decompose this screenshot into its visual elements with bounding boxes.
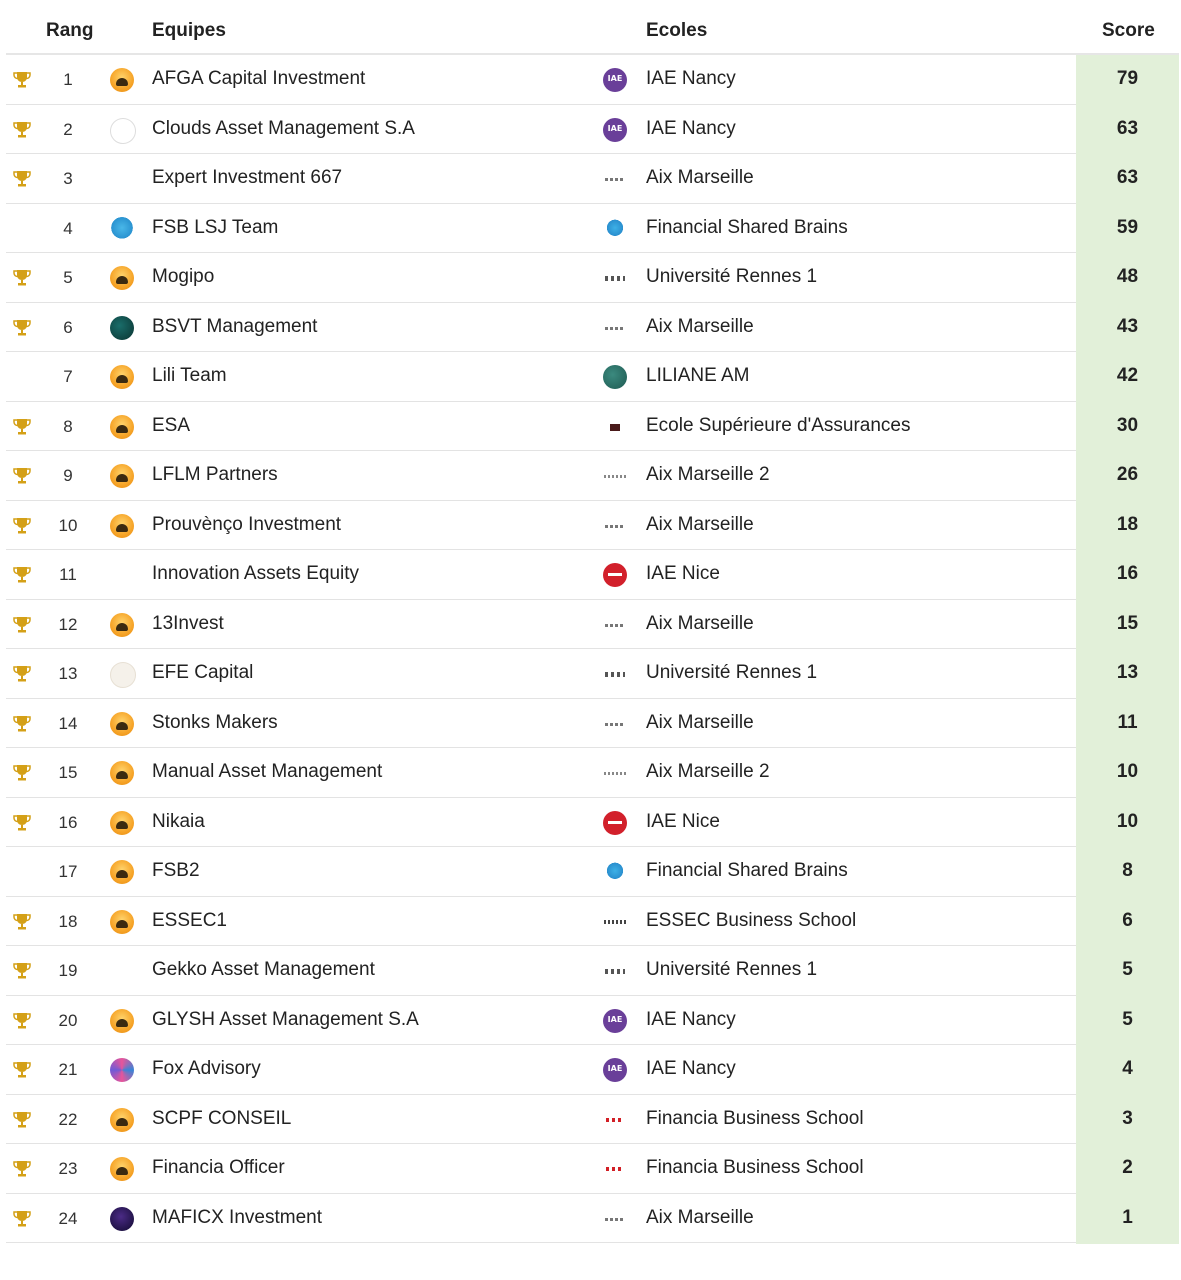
team-name[interactable]: GLYSH Asset Management S.A <box>152 1008 419 1030</box>
team-name[interactable]: Financia Officer <box>152 1157 285 1178</box>
school-logo-icon <box>603 1058 627 1082</box>
trophy-icon <box>12 516 32 536</box>
team-name[interactable]: FSB LSJ Team <box>152 216 279 238</box>
rank-number: 6 <box>63 317 73 337</box>
rank-number: 9 <box>63 466 73 485</box>
school-logo-icon <box>603 860 627 884</box>
team-logo-icon <box>110 217 134 241</box>
team-name[interactable]: Innovation Assets Equity <box>152 563 360 584</box>
table-row[interactable] <box>6 996 1179 1046</box>
rank-number: 17 <box>58 862 78 881</box>
header-score: Score <box>1102 20 1155 41</box>
table-row[interactable] <box>6 1144 1179 1194</box>
school-name[interactable]: IAE Nancy <box>646 1008 736 1030</box>
score-cell: 59 <box>1076 204 1179 254</box>
score-cell: 16 <box>1076 550 1179 600</box>
score-cell: 6 <box>1076 897 1179 947</box>
rank-number: 13 <box>58 664 78 683</box>
table-row[interactable] <box>6 1194 1179 1244</box>
team-logo-icon <box>110 118 136 144</box>
team-name[interactable]: ESSEC1 <box>152 909 227 931</box>
trophy-icon <box>12 1159 32 1179</box>
score-cell: 79 <box>1076 55 1179 105</box>
school-logo-icon <box>603 167 627 191</box>
team-logo-icon <box>110 1157 134 1181</box>
table-row[interactable] <box>6 600 1179 650</box>
school-logo-icon <box>603 563 627 587</box>
trophy-icon <box>12 912 32 932</box>
header-school: Ecoles <box>646 20 708 41</box>
team-logo-icon <box>110 365 134 389</box>
table-header <box>6 8 1179 55</box>
team-name[interactable]: LFLM Partners <box>152 464 278 485</box>
team-name[interactable]: Prouvènço Investment <box>152 513 342 535</box>
school-name[interactable]: Financial Shared Brains <box>646 216 848 238</box>
team-logo-icon <box>110 910 134 934</box>
trophy-icon <box>12 268 32 288</box>
score-cell: 48 <box>1076 253 1179 303</box>
rank-number: 12 <box>58 614 78 634</box>
school-logo-icon <box>603 910 627 934</box>
school-name[interactable]: Université Rennes 1 <box>646 959 818 980</box>
school-name[interactable]: LILIANE AM <box>646 365 750 386</box>
trophy-icon <box>12 318 32 338</box>
team-logo-icon <box>110 563 134 587</box>
team-name[interactable]: Nikaia <box>152 810 205 832</box>
trophy-icon <box>12 417 32 437</box>
school-name[interactable]: Aix Marseille <box>646 513 754 535</box>
table-row[interactable] <box>6 303 1179 353</box>
school-name[interactable]: ESSEC Business School <box>646 909 857 931</box>
team-name[interactable]: ESA <box>152 414 191 436</box>
team-logo-icon <box>110 1009 134 1033</box>
rank-number: 15 <box>58 763 78 782</box>
school-name[interactable]: Aix Marseille <box>646 1206 754 1228</box>
header-rank: Rang <box>46 20 94 41</box>
school-logo-icon <box>603 712 627 736</box>
rank-number: 3 <box>63 169 73 188</box>
school-name[interactable]: Aix Marseille <box>646 711 754 733</box>
table-row[interactable] <box>6 550 1179 600</box>
rank-number: 11 <box>59 565 77 584</box>
table-row[interactable] <box>6 847 1179 897</box>
score-cell: 10 <box>1076 798 1179 848</box>
team-logo-icon <box>110 860 134 884</box>
school-logo-icon <box>603 514 627 538</box>
team-logo-icon <box>110 613 134 637</box>
rank-number: 5 <box>63 268 73 287</box>
rank-number: 7 <box>63 367 73 386</box>
table-row[interactable] <box>6 798 1179 848</box>
score-cell: 10 <box>1076 748 1179 798</box>
trophy-icon <box>12 565 32 585</box>
rank-number: 8 <box>63 416 73 436</box>
rank-number: 1 <box>63 70 73 89</box>
rank-number: 20 <box>58 1010 78 1030</box>
school-name[interactable]: Ecole Supérieure d'Assurances <box>646 414 911 436</box>
rank-number: 19 <box>58 961 78 980</box>
school-name[interactable]: Université Rennes 1 <box>646 266 818 287</box>
school-name[interactable]: IAE Nice <box>646 563 720 584</box>
rank-number: 22 <box>58 1109 78 1129</box>
team-name[interactable]: Stonks Makers <box>152 711 278 733</box>
team-name[interactable]: BSVT Management <box>152 315 318 337</box>
team-logo-icon <box>110 514 134 538</box>
score-cell: 63 <box>1076 154 1179 204</box>
score-cell: 2 <box>1076 1144 1179 1194</box>
team-logo-icon <box>110 811 134 835</box>
team-logo-icon <box>110 761 134 785</box>
school-logo-icon <box>603 662 627 686</box>
school-logo-icon <box>603 1207 627 1231</box>
trophy-icon <box>12 120 32 140</box>
team-logo-icon <box>110 167 134 191</box>
team-name[interactable]: FSB2 <box>152 860 200 881</box>
score-cell: 11 <box>1076 699 1179 749</box>
team-name[interactable]: Fox Advisory <box>152 1058 261 1079</box>
team-name[interactable]: Expert Investment 667 <box>152 167 343 188</box>
team-logo-icon <box>110 959 134 983</box>
trophy-icon <box>12 961 32 981</box>
score-cell: 8 <box>1076 847 1179 897</box>
table-row[interactable] <box>6 501 1179 551</box>
school-logo-icon <box>603 1157 627 1181</box>
school-name[interactable]: Université Rennes 1 <box>646 662 818 683</box>
trophy-icon <box>12 70 32 90</box>
trophy-icon <box>12 763 32 783</box>
trophy-icon <box>12 813 32 833</box>
score-cell: 42 <box>1076 352 1179 402</box>
team-logo-icon <box>110 1058 134 1082</box>
school-name[interactable]: IAE Nancy <box>646 117 736 139</box>
table-row[interactable] <box>6 946 1179 996</box>
team-name[interactable]: MAFICX Investment <box>152 1206 322 1228</box>
table-row[interactable] <box>6 352 1179 402</box>
table-row[interactable] <box>6 1095 1179 1145</box>
school-logo-icon <box>603 959 627 983</box>
school-logo-icon <box>603 811 627 835</box>
trophy-icon <box>12 1110 32 1130</box>
table-row[interactable] <box>6 649 1179 699</box>
school-logo-icon <box>603 316 627 340</box>
trophy-icon <box>12 615 32 635</box>
score-cell: 30 <box>1076 402 1179 452</box>
team-logo-icon <box>110 316 134 340</box>
score-cell: 3 <box>1076 1095 1179 1145</box>
team-name[interactable]: EFE Capital <box>152 662 254 683</box>
score-cell: 4 <box>1076 1045 1179 1095</box>
rank-number: 4 <box>63 218 73 238</box>
table-row[interactable] <box>6 55 1179 105</box>
table-row[interactable] <box>6 699 1179 749</box>
trophy-icon <box>12 664 32 684</box>
trophy-icon <box>12 169 32 189</box>
trophy-icon <box>12 1011 32 1031</box>
score-cell: 15 <box>1076 600 1179 650</box>
school-name[interactable]: Financial Shared Brains <box>646 860 848 881</box>
table-row[interactable] <box>6 105 1179 155</box>
trophy-icon <box>12 1060 32 1080</box>
school-name[interactable]: IAE Nice <box>646 810 720 832</box>
team-name[interactable]: Gekko Asset Management <box>152 959 375 980</box>
school-logo-icon <box>603 217 627 241</box>
table-row[interactable] <box>6 451 1179 501</box>
score-cell: 43 <box>1076 303 1179 353</box>
score-cell: 18 <box>1076 501 1179 551</box>
school-logo-icon <box>603 464 627 488</box>
team-name[interactable]: Clouds Asset Management S.A <box>152 117 415 139</box>
team-logo-icon <box>110 464 134 488</box>
table-row[interactable] <box>6 1045 1179 1095</box>
school-name[interactable]: Aix Marseille <box>646 612 754 634</box>
score-cell: 1 <box>1076 1194 1179 1244</box>
rank-number: 21 <box>58 1060 78 1079</box>
rank-number: 2 <box>63 119 73 139</box>
team-logo-icon <box>110 712 134 736</box>
table-row[interactable] <box>6 253 1179 303</box>
school-name[interactable]: IAE Nancy <box>646 68 736 89</box>
school-logo-icon <box>603 1009 627 1033</box>
school-name[interactable]: Aix Marseille 2 <box>646 761 770 782</box>
score-cell: 5 <box>1076 946 1179 996</box>
team-logo-icon <box>110 1207 134 1231</box>
school-logo-icon <box>603 613 627 637</box>
score-cell: 5 <box>1076 996 1179 1046</box>
rank-number: 18 <box>58 911 78 931</box>
school-logo-icon <box>603 68 627 92</box>
school-name[interactable]: Financia Business School <box>646 1107 864 1129</box>
trophy-icon <box>12 466 32 486</box>
table-row[interactable] <box>6 154 1179 204</box>
ranking-table <box>6 8 1179 1243</box>
school-logo-icon <box>603 118 627 142</box>
team-logo-icon <box>110 662 136 688</box>
team-name[interactable]: SCPF CONSEIL <box>152 1107 292 1129</box>
school-name[interactable]: Aix Marseille <box>646 315 754 337</box>
rank-number: 10 <box>58 515 78 535</box>
table-row[interactable] <box>6 204 1179 254</box>
team-logo-icon <box>110 266 134 290</box>
rank-number: 16 <box>58 812 78 832</box>
school-logo-icon <box>603 761 627 785</box>
table-row[interactable] <box>6 897 1179 947</box>
team-logo-icon <box>110 1108 134 1132</box>
table-row[interactable] <box>6 402 1179 452</box>
team-name[interactable]: 13Invest <box>152 612 224 634</box>
team-name[interactable]: AFGA Capital Investment <box>152 68 366 89</box>
team-logo-icon <box>110 68 134 92</box>
school-name[interactable]: IAE Nancy <box>646 1058 736 1079</box>
school-logo-icon <box>603 365 627 389</box>
score-cell: 63 <box>1076 105 1179 155</box>
score-cell: 13 <box>1076 649 1179 699</box>
school-name[interactable]: Aix Marseille <box>646 167 754 188</box>
rank-number: 14 <box>58 713 78 733</box>
rank-number: 24 <box>58 1208 78 1228</box>
trophy-icon <box>12 1209 32 1229</box>
school-logo-icon <box>603 1108 627 1132</box>
school-name[interactable]: Aix Marseille 2 <box>646 464 770 485</box>
header-team: Equipes <box>152 20 226 41</box>
rank-number: 23 <box>58 1159 78 1178</box>
school-logo-icon <box>603 415 627 439</box>
score-cell: 26 <box>1076 451 1179 501</box>
team-name[interactable]: Manual Asset Management <box>152 761 383 782</box>
table-body <box>6 55 1179 1243</box>
trophy-icon <box>12 714 32 734</box>
table-row[interactable] <box>6 748 1179 798</box>
school-name[interactable]: Financia Business School <box>646 1157 864 1178</box>
school-logo-icon <box>603 266 627 290</box>
team-logo-icon <box>110 415 134 439</box>
team-name[interactable]: Lili Team <box>152 365 227 386</box>
team-name[interactable]: Mogipo <box>152 266 215 287</box>
